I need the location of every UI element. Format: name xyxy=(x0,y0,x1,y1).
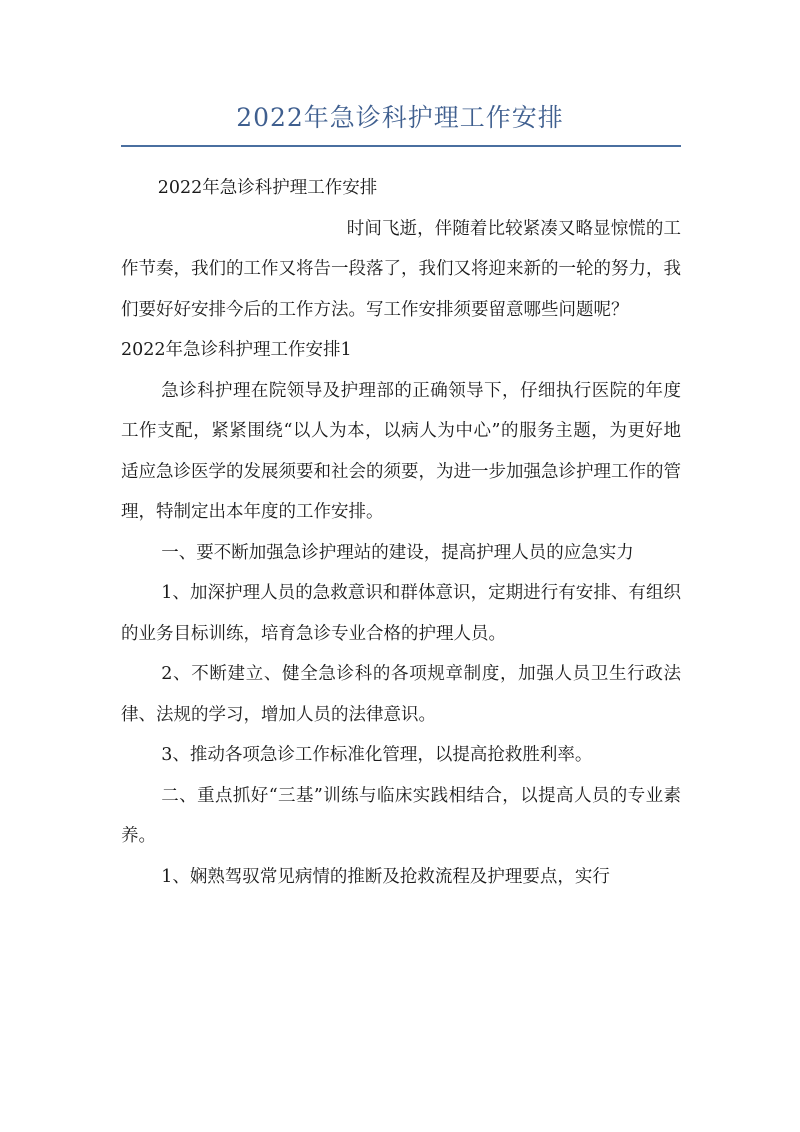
body-paragraph: 急诊科护理在院领导及护理部的正确领导下，仔细执行医院的年度工作支配，紧紧围绕“以人为本，以病人为中心”的服务主题，为更好地适应急诊医学的发展须要和社会的须要，为进一步加强急诊护理工作的管理，特制定出本年度的工作安排。 xyxy=(121,380,681,522)
subtitle-paragraph: 2022年急诊科护理工作安排 xyxy=(157,178,378,198)
intro-paragraph: 时间飞逝，伴随着比较紧凑又略显惊慌的工作节奏，我们的工作又将告一段落了，我们又将迎来新的一轮的努力，我们要好好安排今后的工作方法。写工作安排须要留意哪些问题呢？ xyxy=(121,218,681,320)
section-heading: 2022年急诊科护理工作安排1 xyxy=(121,340,352,360)
body-paragraph: 二、重点抓好“三基”训练与临床实践相结合，以提高人员的专业素养。 xyxy=(121,785,681,846)
body-paragraph: 1、娴熟驾驭常见病情的推断及抢救流程及护理要点，实行 xyxy=(161,866,610,887)
body-paragraph: 1、加深护理人员的急救意识和群体意识，定期进行有安排、有组织的业务目标训练，培育急诊专业合格的护理人员。 xyxy=(121,583,681,644)
body-paragraph: 2、不断建立、健全急诊科的各项规章制度，加强人员卫生行政法律、法规的学习，增加人员的法律意识。 xyxy=(121,664,681,725)
body-paragraph: 3、推动各项急诊工作标准化管理，以提高抢救胜利率。 xyxy=(161,745,593,765)
body-paragraph: 一、要不断加强急诊护理站的建设，提高护理人员的应急实力 xyxy=(161,542,634,563)
title-divider xyxy=(121,145,681,147)
document-title: 2022年急诊科护理工作安排 xyxy=(236,103,564,132)
document-body xyxy=(121,168,681,897)
